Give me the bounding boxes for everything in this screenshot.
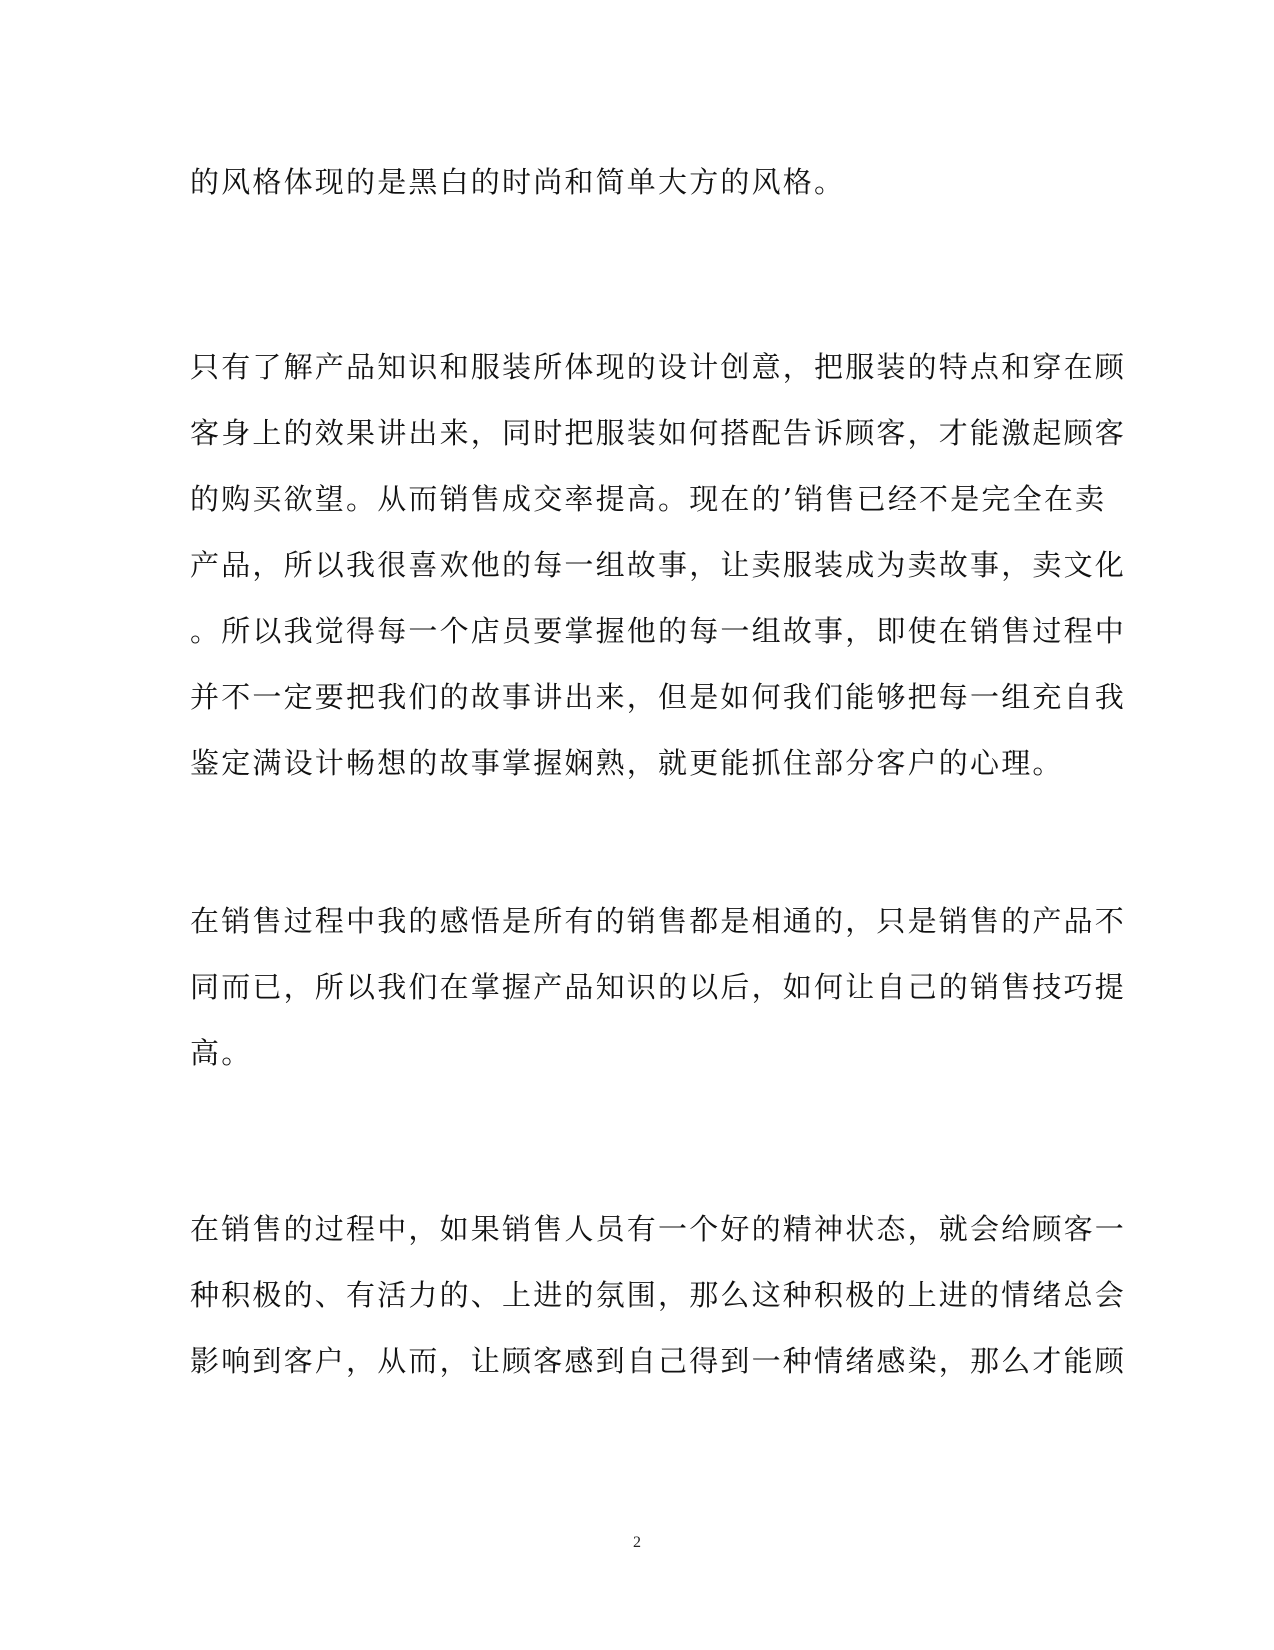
paragraph-line: 产品，所以我很喜欢他的每一组故事，让卖服装成为卖故事，卖文化 — [190, 548, 1127, 582]
paragraph-2 — [190, 334, 1127, 796]
paragraph-line: 高。 — [190, 1036, 253, 1070]
paragraph-line: 的购买欲望。从而销售成交率提高。现在的’销售已经不是完全在卖 — [190, 482, 1107, 516]
paragraph-line: 鉴定满设计畅想的故事掌握娴熟，就更能抓住部分客户的心理。 — [190, 746, 1064, 780]
paragraph-line: 。所以我觉得每一个店员要掌握他的每一组故事，即使在销售过程中 — [190, 614, 1127, 648]
paragraph-line: 同而已，所以我们在掌握产品知识的以后，如何让自己的销售技巧提 — [190, 970, 1127, 1004]
paragraph-line: 在销售过程中我的感悟是所有的销售都是相通的，只是销售的产品不 — [190, 904, 1127, 938]
paragraph-line: 只有了解产品知识和服装所体现的设计创意，把服装的特点和穿在顾 — [190, 350, 1127, 384]
paragraph-line: 影响到客户，从而，让顾客感到自己得到一种情绪感染，那么才能顾 — [190, 1344, 1127, 1378]
paragraph-line: 并不一定要把我们的故事讲出来，但是如何我们能够把每一组充自我 — [190, 680, 1127, 714]
paragraph-3 — [190, 888, 1127, 1086]
page-number: 2 — [633, 1534, 641, 1551]
paragraph-line: 的风格体现的是黑白的时尚和简单大方的风格。 — [190, 165, 846, 199]
paragraph-line: 在销售的过程中，如果销售人员有一个好的精神状态，就会给顾客一 — [190, 1212, 1127, 1246]
paragraph-line: 种积极的、有活力的、上进的氛围，那么这种积极的上进的情绪总会 — [190, 1278, 1127, 1312]
paragraph-line: 客身上的效果讲出来，同时把服装如何搭配告诉顾客，才能激起顾客 — [190, 416, 1127, 450]
paragraph-1 — [190, 149, 1070, 215]
paragraph-4 — [190, 1196, 1127, 1394]
